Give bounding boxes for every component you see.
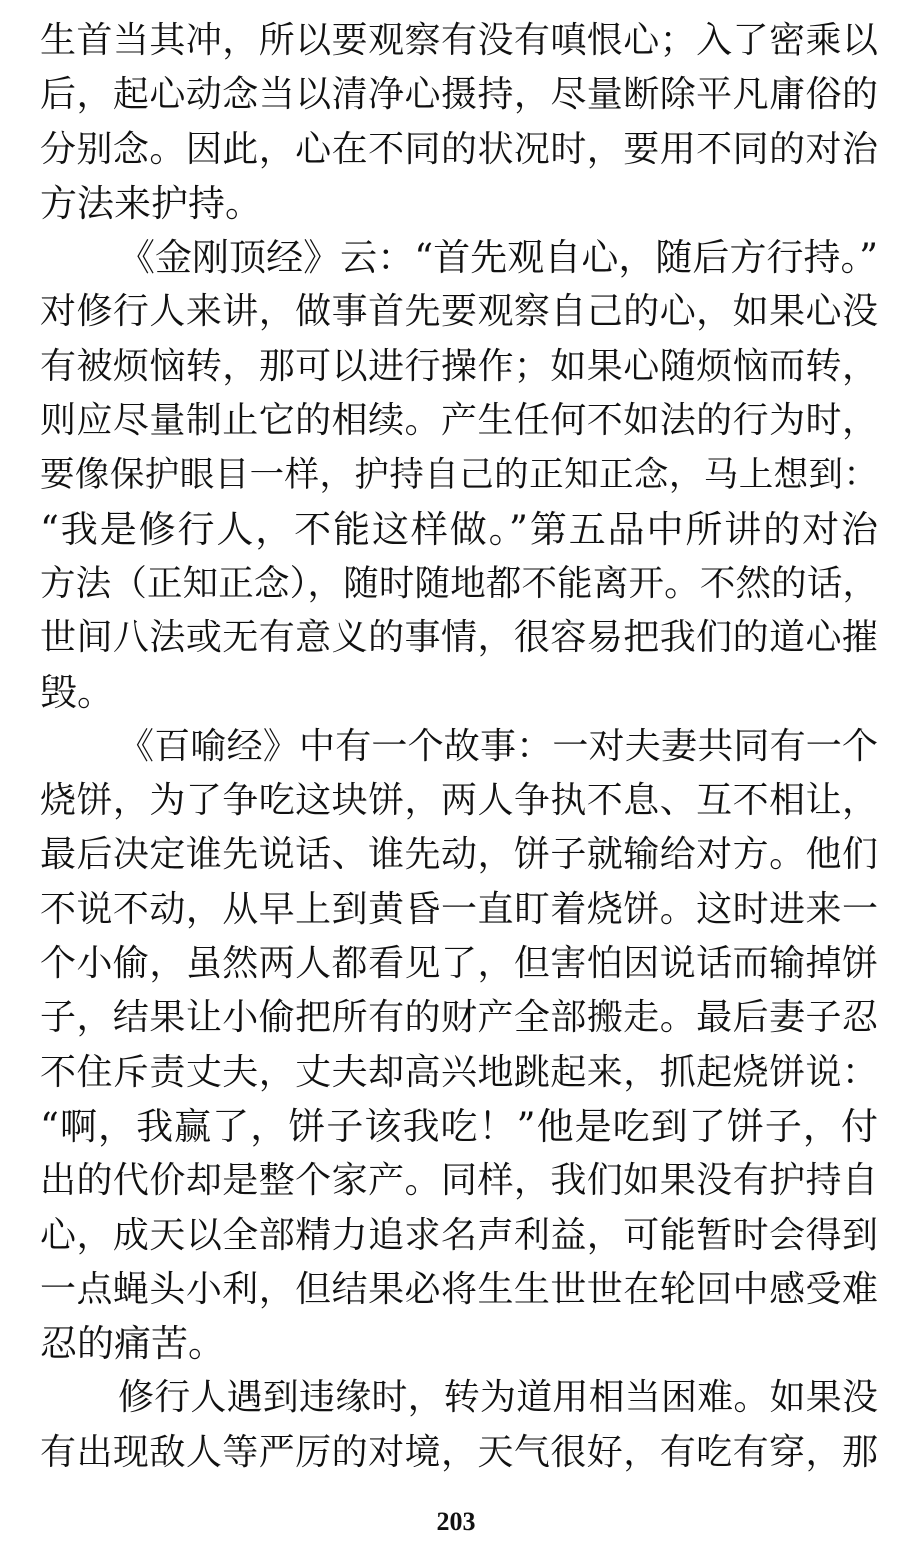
paragraph-2	[40, 231, 878, 720]
text-line: 则应尽量制止它的相续。产生任何不如法的行为时，	[40, 400, 878, 442]
text-line: 忍的痛苦。	[40, 1322, 225, 1366]
text-line: 分别念。因此，心在不同的状况时，要用不同的对治	[40, 128, 878, 170]
text-line: 心，成天以全部精力追求名声利益，可能暂时会得到	[40, 1214, 878, 1256]
text-line: “啊，我赢了，饼子该我吃！”他是吃到了饼子，付	[40, 1104, 878, 1148]
text-line: 出的代价却是整个家产。同样，我们如果没有护持自	[40, 1160, 878, 1202]
page-body	[40, 14, 878, 1480]
text-line: 修行人遇到违缘时，转为道用相当困难。如果没	[118, 1377, 878, 1419]
text-line: “我是修行人，不能这样做。”第五品中所讲的对治	[40, 507, 878, 551]
text-line: 方法来护持。	[40, 181, 262, 225]
text-line: 一点蝇头小利，但结果必将生生世世在轮回中感受难	[40, 1268, 878, 1310]
text-line: 《百喻经》中有一个故事：一对夫妻共同有一个	[118, 725, 878, 767]
text-line: 烧饼，为了争吃这块饼，两人争执不息、互不相让，	[40, 780, 878, 822]
paragraph-4	[40, 1371, 878, 1480]
text-line: 子，结果让小偷把所有的财产全部搬走。最后妻子忍	[40, 997, 878, 1039]
paragraph-1	[40, 14, 878, 231]
text-line: 毁。	[40, 670, 114, 714]
text-line: 不住斥责丈夫，丈夫却高兴地跳起来，抓起烧饼说：	[40, 1051, 878, 1093]
text-line: 不说不动，从早上到黄昏一直盯着烧饼。这时进来一	[40, 888, 878, 930]
text-line: 方法（正知正念），随时随地都不能离开。不然的话，	[40, 562, 878, 604]
text-line: 个小偷，虽然两人都看见了，但害怕因说话而输掉饼	[40, 943, 878, 985]
page-number: 203	[436, 1507, 476, 1536]
text-line: 对修行人来讲，做事首先要观察自己的心，如果心没	[40, 291, 878, 333]
text-line: 要像保护眼目一样，护持自己的正知正念，马上想到：	[40, 455, 878, 496]
text-line: 最后决定谁先说话、谁先动，饼子就输给对方。他们	[40, 834, 878, 876]
text-line: 世间八法或无有意义的事情，很容易把我们的道心摧	[40, 617, 878, 659]
text-line: 后，起心动念当以清净心摄持，尽量断除平凡庸俗的	[40, 74, 878, 116]
text-line: 生首当其冲，所以要观察有没有嗔恨心；入了密乘以	[40, 20, 878, 61]
text-line: 有出现敌人等严厉的对境，天气很好，有吃有穿，那	[40, 1431, 878, 1473]
paragraph-3	[40, 720, 878, 1372]
text-line: 《金刚顶经》云：“首先观自心，随后方行持。”	[118, 236, 878, 280]
text-line: 有被烦恼转，那可以进行操作；如果心随烦恼而转，	[40, 345, 878, 387]
